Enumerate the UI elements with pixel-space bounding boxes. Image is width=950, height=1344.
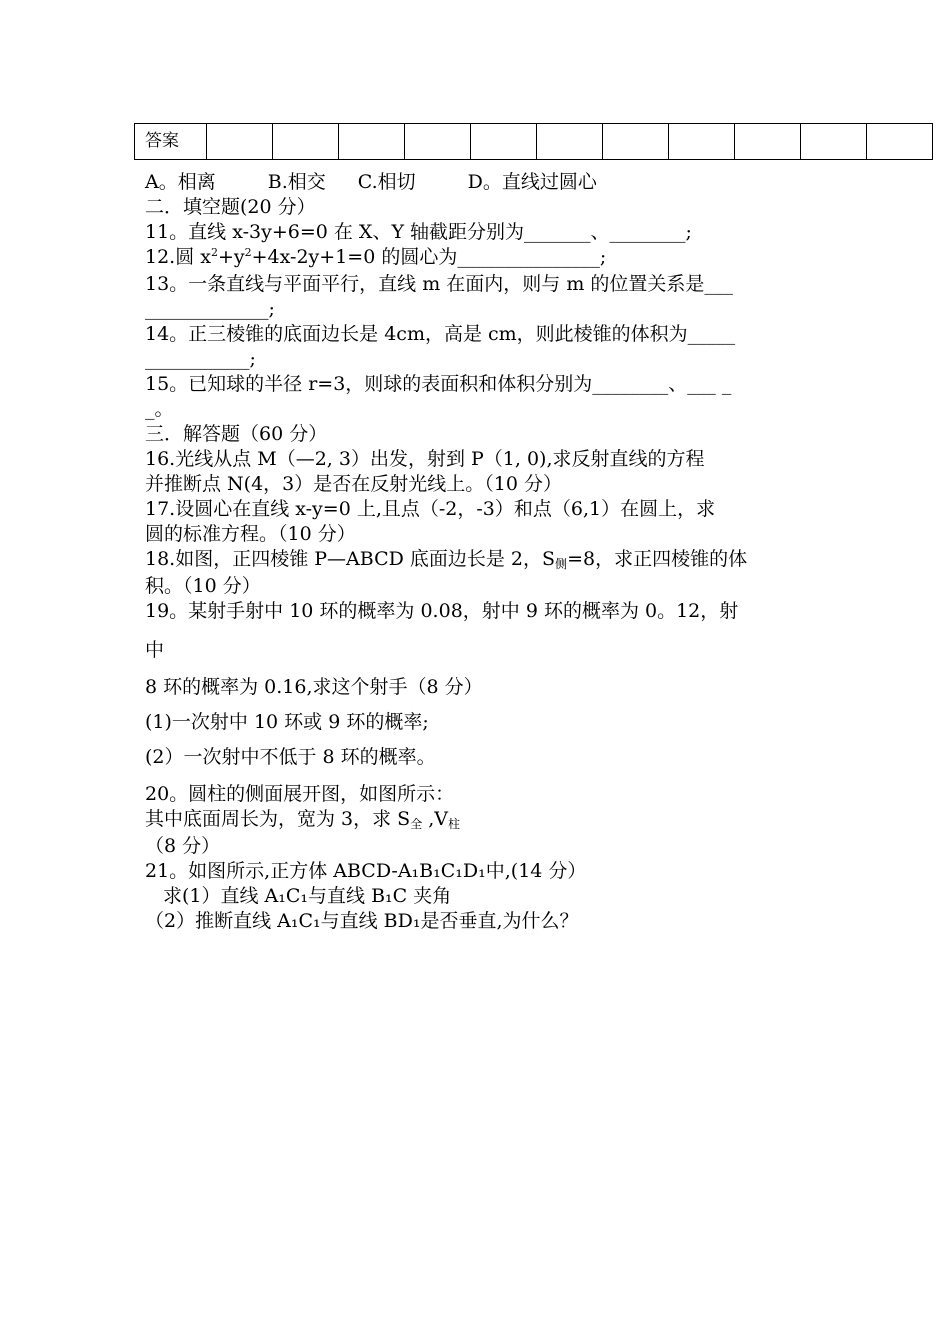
option-b: B.相交 (267, 171, 326, 193)
q20-text: 其中底面周长为，宽为 3，求 S (145, 808, 411, 830)
answer-cell[interactable] (339, 124, 405, 160)
document-content (145, 170, 815, 934)
q18-text: =8，求正四棱锥的体 (567, 548, 748, 570)
question-15-line2: _。 (145, 398, 174, 420)
answer-header: 答案 (135, 124, 207, 160)
question-18-line1 (145, 547, 815, 574)
q20-text: ,V (422, 808, 449, 830)
q18-sub: 侧 (555, 557, 568, 571)
question-17-line2: 圆的标准方程。（10 分） (145, 523, 356, 545)
answer-cell[interactable] (669, 124, 735, 160)
question-13-line1: 13。一条直线与平面平行，直线 m 在面内，则与 m 的位置关系是___ (145, 273, 733, 295)
question-11: 11。直线 x-3y+6=0 在 X、Y 轴截距分别为_______、________; (145, 221, 692, 243)
question-19-line1: 19。某射手射中 10 环的概率为 0.08，射中 9 环的概率为 0。12，射 (145, 600, 739, 622)
question-17-line1: 17.设圆心在直线 x-y=0 上,且点（-2，-3）和点（6,1）在圆上，求 (145, 498, 716, 520)
q12-text: +4x-2y+1=0 的圆心为_______________; (251, 246, 607, 268)
answer-cell[interactable] (405, 124, 471, 160)
answer-cell[interactable] (735, 124, 801, 160)
question-13-line2: _____________; (145, 298, 275, 320)
question-19-line2: 中 (145, 639, 165, 661)
question-21-line1: 21。如图所示,正方体 ABCD-A₁B₁C₁D₁中,(14 分） (145, 860, 587, 882)
question-19-line4: (1)一次射中 10 环或 9 环的概率; (145, 711, 429, 733)
answer-cell[interactable] (867, 124, 933, 160)
section3-title: 三．解答题（60 分） (145, 423, 328, 445)
q12-text: 12.圆 x (145, 246, 211, 268)
question-16-line2: 并推断点 N(4，3）是否在反射光线上。（10 分） (145, 473, 562, 495)
option-a: A。相离 (145, 171, 216, 193)
answer-cell[interactable] (603, 124, 669, 160)
question-14-line2: ___________; (145, 348, 256, 370)
q20-sub: 柱 (448, 817, 461, 831)
question-18-line2: 积。（10 分） (145, 575, 261, 597)
q20-sub: 全 (410, 817, 423, 831)
answer-row (135, 124, 933, 160)
question-12 (145, 245, 815, 272)
question-20-line1: 20。圆柱的侧面展开图，如图所示： (145, 783, 455, 805)
question-19-line3: 8 环的概率为 0.16,求这个射手（8 分） (145, 676, 483, 698)
q18-text: 18.如图，正四棱锥 P—ABCD 底面边长是 2，S (145, 548, 556, 570)
option-d: D。直线过圆心 (467, 171, 597, 193)
option-c: C.相切 (357, 171, 416, 193)
answer-cell[interactable] (273, 124, 339, 160)
question-15-line1: 15。已知球的半径 r=3，则球的表面积和体积分别为________、___ _ (145, 373, 732, 395)
q12-sup: 2 (244, 246, 252, 259)
question-20-line2 (145, 807, 815, 834)
answer-cell[interactable] (471, 124, 537, 160)
question-14-line1: 14。正三棱锥的底面边长是 4cm，高是 cm，则此棱锥的体积为_____ (145, 323, 736, 345)
question-21-line3: （2）推断直线 A₁C₁与直线 BD₁是否垂直,为什么？ (145, 910, 579, 932)
answer-cell[interactable] (537, 124, 603, 160)
question-21-line2: 求(1）直线 A₁C₁与直线 B₁C 夹角 (163, 885, 452, 907)
answer-cell[interactable] (801, 124, 867, 160)
q12-sup: 2 (210, 246, 218, 259)
question-20-line3: （8 分） (145, 835, 221, 857)
options-line (145, 170, 815, 195)
question-16-line1: 16.光线从点 M（—2, 3）出发，射到 P（1, 0),求反射直线的方程 (145, 448, 705, 470)
answer-cell[interactable] (207, 124, 273, 160)
section2-title: 二．填空题(20 分） (145, 196, 316, 218)
answer-table (134, 123, 933, 160)
q12-text: +y (217, 246, 245, 268)
question-19-line5: (2）一次射中不低于 8 环的概率。 (145, 746, 436, 768)
